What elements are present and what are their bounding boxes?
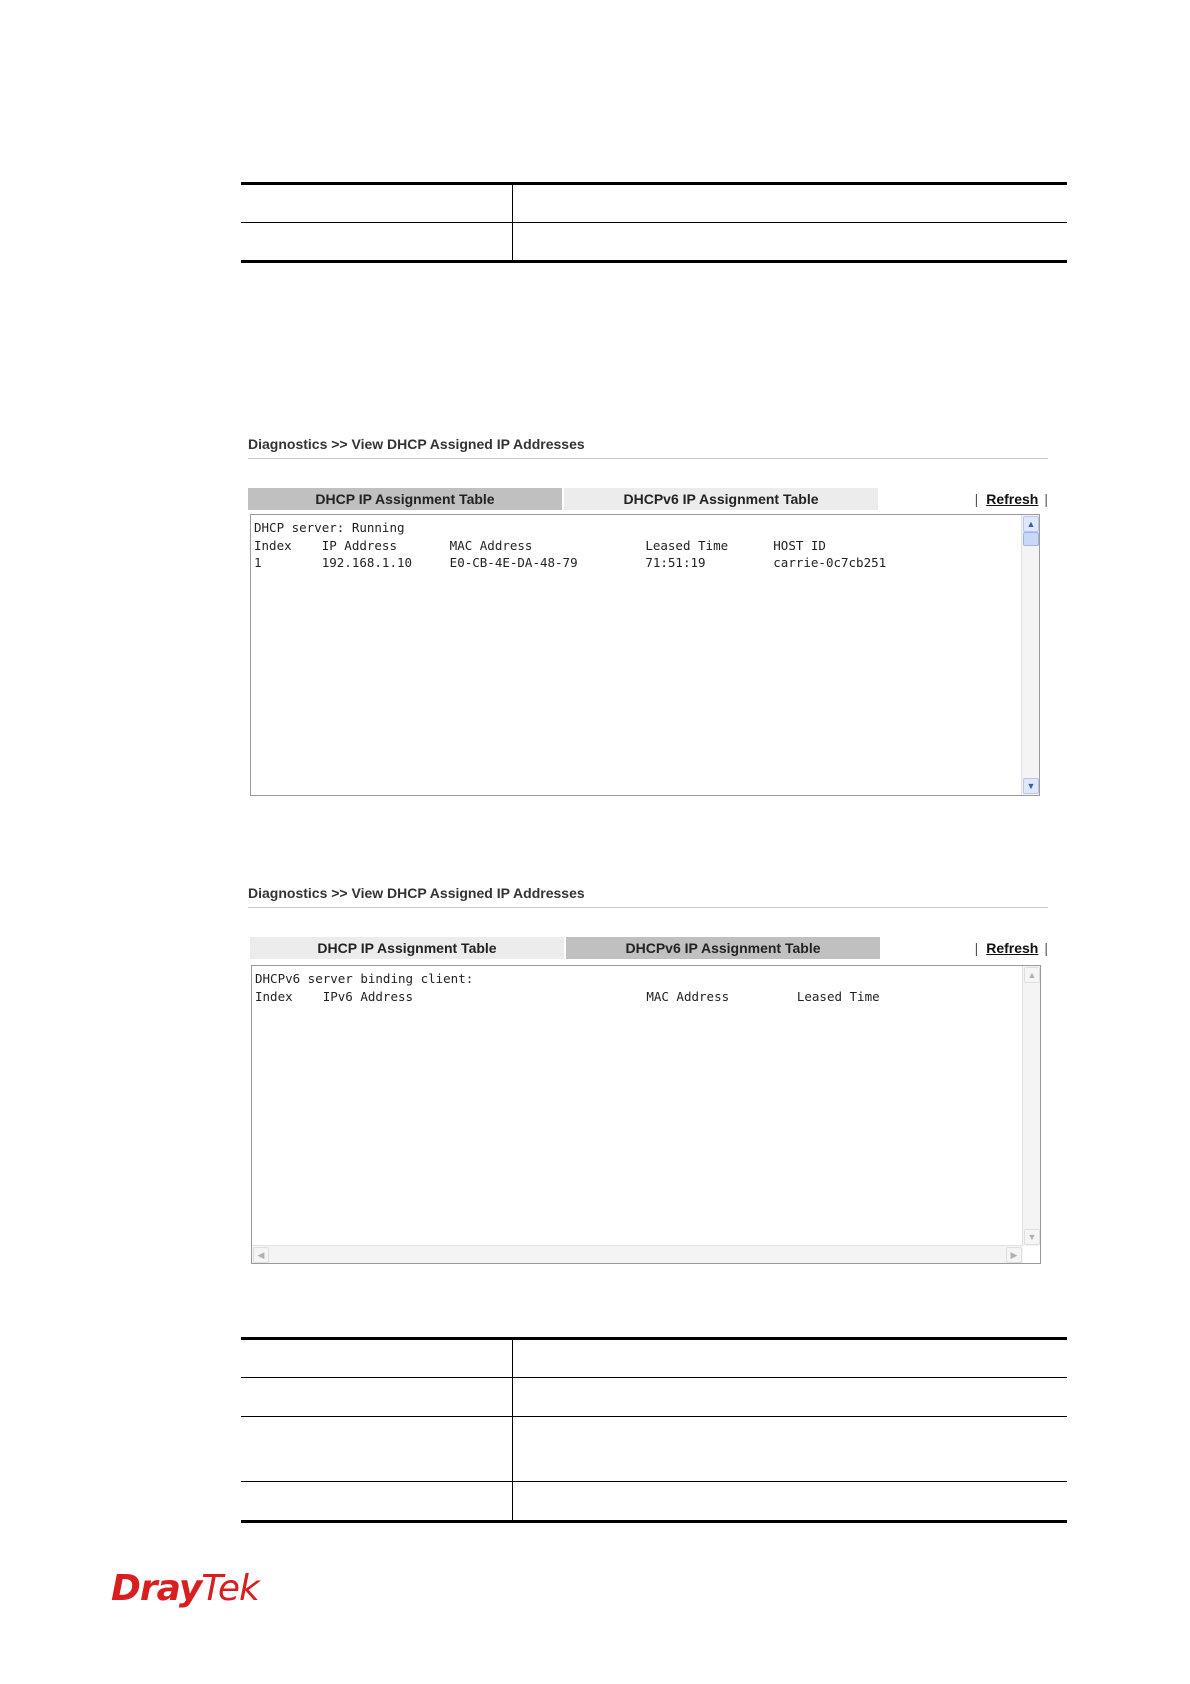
dhcp-panel (248, 436, 1050, 806)
tab-dhcpv6-ip-assignment-table[interactable]: DHCPv6 IP Assignment Table (564, 488, 878, 510)
link-separator: | (974, 491, 979, 507)
draytek-logo (111, 1568, 259, 1609)
table-row-rule (241, 1481, 1067, 1482)
table-bottom-rule (241, 1520, 1067, 1523)
breadcrumb-divider (248, 458, 1048, 459)
scroll-up-icon[interactable]: ▲ (1024, 967, 1040, 983)
horizontal-scrollbar[interactable] (252, 1245, 1023, 1263)
table-top-rule (241, 1337, 1067, 1340)
table-bottom-rule (241, 260, 1067, 263)
text-line: DHCP server: Running (254, 520, 405, 535)
link-separator: | (1044, 491, 1048, 507)
table-top-rule (241, 182, 1067, 185)
text-line: Index IPv6 Address MAC Address Leased Time (255, 988, 880, 1004)
top-empty-table (241, 182, 1067, 262)
logo-dray: Dray (111, 1568, 202, 1609)
tab-dhcpv6-ip-assignment-table[interactable]: DHCPv6 IP Assignment Table (566, 937, 880, 959)
text-line: DHCPv6 server binding client: (255, 971, 474, 986)
link-separator: | (974, 940, 979, 956)
breadcrumb-divider (248, 907, 1048, 908)
vertical-scrollbar[interactable] (1022, 966, 1040, 1246)
assignment-text (255, 970, 880, 1005)
dhcpv6-panel (248, 885, 1050, 1265)
refresh-link-group (967, 937, 1048, 959)
refresh-link[interactable]: Refresh (986, 940, 1039, 956)
scroll-down-icon[interactable]: ▼ (1023, 778, 1039, 794)
scroll-thumb[interactable] (1023, 532, 1039, 546)
table-row-rule (241, 1416, 1067, 1417)
breadcrumb: Diagnostics >> View DHCP Assigned IP Addresses (248, 885, 585, 901)
scroll-right-icon[interactable]: ▶ (1006, 1247, 1022, 1263)
breadcrumb: Diagnostics >> View DHCP Assigned IP Addresses (248, 436, 585, 452)
scroll-up-icon[interactable]: ▲ (1023, 516, 1039, 532)
refresh-link[interactable]: Refresh (986, 491, 1039, 507)
table-column-divider (512, 185, 513, 260)
refresh-link-group (967, 488, 1048, 510)
scroll-left-icon[interactable]: ◀ (253, 1247, 269, 1263)
dhcp-assignment-textarea[interactable] (250, 514, 1040, 796)
text-line: Index IP Address MAC Address Leased Time HOST ID (254, 537, 826, 553)
text-line: 1 192.168.1.10 E0-CB-4E-DA-48-79 71:51:19 carrie-0c7cb251 (254, 555, 887, 570)
table-row-rule (241, 222, 1067, 223)
assignment-text (254, 519, 886, 572)
table-column-divider (512, 1340, 513, 1520)
dhcpv6-assignment-textarea[interactable] (251, 965, 1041, 1264)
table-row-rule (241, 1377, 1067, 1378)
bottom-empty-table (241, 1337, 1067, 1523)
link-separator: | (1044, 940, 1048, 956)
logo-tek: Tek (201, 1568, 259, 1609)
tab-dhcp-ip-assignment-table[interactable]: DHCP IP Assignment Table (248, 488, 562, 510)
vertical-scrollbar[interactable] (1021, 515, 1039, 795)
scroll-down-icon[interactable]: ▼ (1024, 1229, 1040, 1245)
tab-dhcp-ip-assignment-table[interactable]: DHCP IP Assignment Table (250, 937, 564, 959)
